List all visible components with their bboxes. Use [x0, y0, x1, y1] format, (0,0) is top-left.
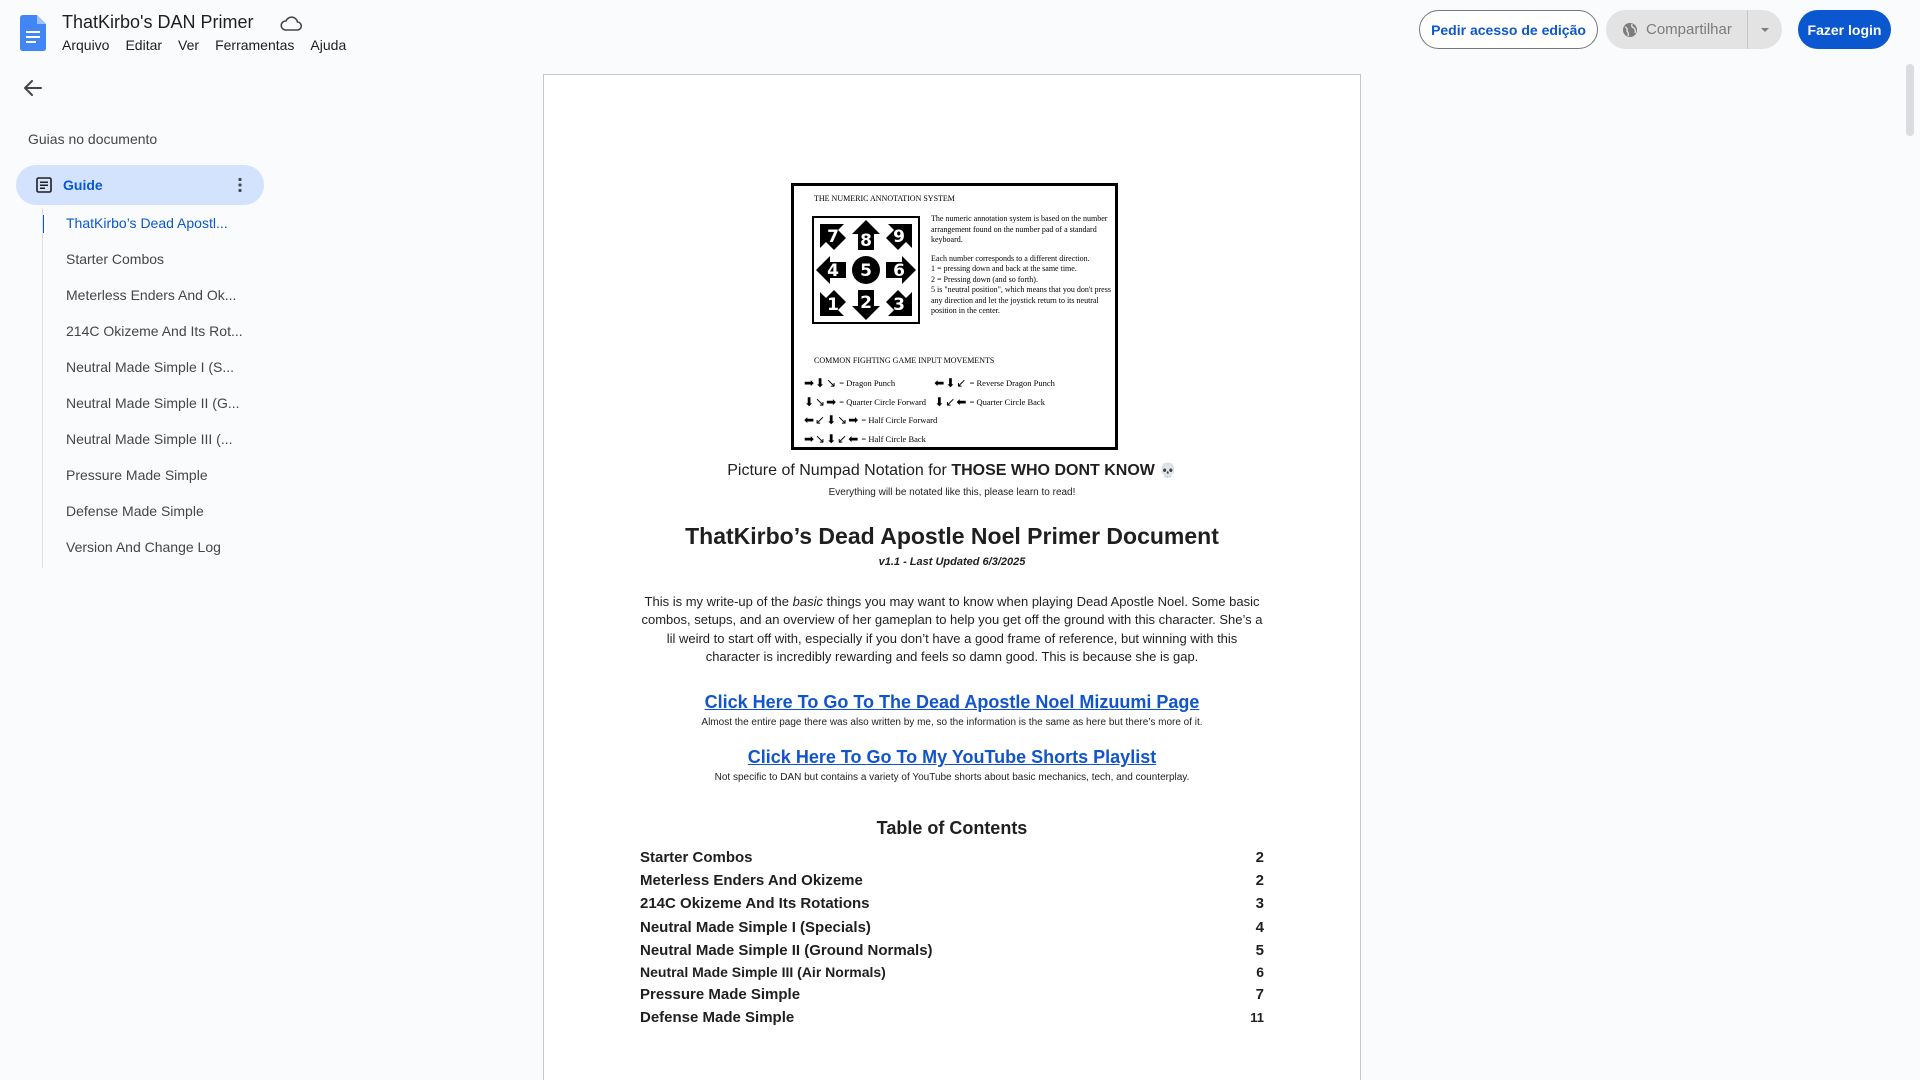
share-button[interactable] — [1606, 10, 1748, 49]
intro-paragraph — [640, 593, 1264, 667]
numpad-diagram — [814, 218, 918, 322]
input-moves — [804, 374, 1114, 448]
caption-bold: THOSE WHO DONT KNOW — [951, 462, 1155, 479]
numpad-digit: 3 — [893, 295, 905, 315]
image-header: THE NUMERIC ANNOTATION SYSTEM — [814, 194, 955, 203]
toc-label: Pressure Made Simple — [640, 986, 801, 1004]
image-explanation — [931, 214, 1111, 317]
caret-down-icon — [1760, 27, 1770, 33]
toc-label: 214C Okizeme And Its Rotations — [640, 895, 870, 913]
toc-row[interactable] — [640, 892, 1264, 915]
google-docs-icon[interactable] — [20, 15, 46, 51]
menu-ver[interactable]: Ver — [178, 37, 200, 53]
toc-row[interactable] — [640, 939, 1264, 962]
menu-ajuda[interactable]: Ajuda — [310, 37, 347, 53]
image-subcaption: Everything will be notated like this, please learn to read! — [828, 487, 1076, 498]
outline-item[interactable]: Version And Change Log — [66, 539, 221, 555]
globe-icon — [1622, 22, 1638, 38]
skull-emoji: 💀 — [1159, 463, 1177, 479]
version-line: v1.1 - Last Updated 6/3/2025 — [878, 556, 1026, 568]
image-para: 2 = Pressing down (and so forth). — [931, 274, 1038, 284]
outline-item[interactable]: Neutral Made Simple II (G... — [66, 395, 240, 411]
vertical-scrollbar[interactable] — [1906, 64, 1914, 136]
share-dropdown[interactable] — [1748, 10, 1782, 49]
intro-text: things you may want to know when playing Dead Apostle Noel. Some basic combos, setups, and an overview of her gameplan to help you get off the ground with this character. She’s a lil weird to start off with, especially if you don’t have a good frame of reference, but winning with this character is incredibly rewarding and feels so damn good. This is because she is gap. — [641, 594, 1263, 665]
menu-ferramentas[interactable]: Ferramentas — [215, 37, 295, 53]
hcf-arrows: ⬅↙⬇↘➡ — [804, 413, 860, 428]
intro-emphasis: basic — [792, 594, 823, 609]
document-heading: ThatKirbo’s Dead Apostle Noel Primer Document — [685, 523, 1219, 549]
share-button-group — [1606, 10, 1782, 49]
table-of-contents — [640, 846, 1264, 1029]
intro-text: This is my write-up of the — [644, 594, 793, 609]
outline-item[interactable]: Neutral Made Simple III (... — [66, 431, 233, 447]
outline-item[interactable]: Pressure Made Simple — [66, 467, 208, 483]
outline-item[interactable]: ThatKirbo’s Dead Apostl... — [43, 208, 271, 244]
dp-arrows: ➡⬇↘ — [804, 376, 838, 391]
toc-page: 2 — [1255, 872, 1264, 890]
youtube-link[interactable]: Click Here To Go To My YouTube Shorts Playlist — [747, 747, 1157, 767]
toc-label: Neutral Made Simple I (Specials) — [640, 918, 871, 936]
numpad-digit: 1 — [827, 295, 839, 315]
numpad-digit: 9 — [893, 227, 905, 247]
outline-item[interactable]: Neutral Made Simple I (S... — [66, 359, 235, 375]
toc-label: Meterless Enders And Okizeme — [640, 872, 863, 890]
qcb-arrows: ⬇↙⬅ — [934, 394, 968, 409]
share-label: Compartilhar — [1646, 21, 1732, 38]
outline-item[interactable]: Starter Combos — [66, 251, 165, 267]
numpad-digit: 7 — [827, 227, 839, 247]
moves-header: COMMON FIGHTING GAME INPUT MOVEMENTS — [814, 356, 995, 365]
toc-row[interactable] — [640, 869, 1264, 892]
image-para: The numeric annotation system is based on the number arrangement found on the number pad of a standard keyboard. — [931, 214, 1108, 244]
document-outline — [42, 208, 272, 568]
toc-page: 5 — [1255, 941, 1264, 959]
toc-label: Neutral Made Simple III (Air Normals) — [640, 964, 886, 981]
menu-editar[interactable]: Editar — [125, 37, 163, 53]
mizuumi-link-note: Almost the entire page there was also written by me, so the information is the same as here but there’s more of it. — [701, 717, 1203, 728]
toc-label: Defense Made Simple — [640, 1009, 795, 1027]
numpad-digit: 8 — [860, 231, 872, 251]
menu-bar — [54, 37, 354, 53]
rdp-arrows: ⬅⬇↙ — [934, 376, 968, 391]
image-para: 5 is "neutral position", which means that you don't press any direction and let the joystick return to its neutral position in the center. — [931, 285, 1111, 315]
outline-item[interactable]: Defense Made Simple — [66, 503, 204, 519]
toc-row[interactable] — [640, 983, 1264, 1006]
outline-item[interactable]: Meterless Enders And Ok... — [66, 287, 237, 303]
numpad-digit: 6 — [893, 261, 905, 281]
numpad-grid — [812, 216, 920, 324]
document-page[interactable] — [543, 74, 1361, 1080]
image-para: 1 = pressing down and back at the same time. — [931, 264, 1077, 273]
top-bar — [0, 0, 1920, 64]
numpad-digit: 5 — [860, 261, 872, 281]
caption-text: Picture of Numpad Notation for — [727, 462, 952, 479]
cloud-saved-icon[interactable] — [280, 15, 302, 33]
toc-row[interactable] — [640, 916, 1264, 939]
move-label: = Half Circle Back — [861, 433, 926, 444]
document-title[interactable]: ThatKirbo's DAN Primer — [62, 12, 254, 32]
toc-page: 6 — [1256, 964, 1264, 981]
hcb-arrows: ➡↘⬇↙⬅ — [804, 431, 860, 446]
image-caption — [544, 462, 1360, 480]
document-tab-icon — [35, 176, 53, 194]
toc-page: 11 — [1250, 1010, 1264, 1026]
move-label: = Reverse Dragon Punch — [969, 378, 1055, 389]
move-label: = Dragon Punch — [839, 378, 896, 389]
outline-heading: Guias no documento — [28, 131, 158, 147]
more-vert-icon[interactable] — [230, 175, 250, 195]
outline-item[interactable]: 214C Okizeme And Its Rot... — [66, 323, 243, 339]
move-label: = Quarter Circle Forward — [839, 396, 926, 407]
toc-row[interactable] — [640, 962, 1264, 983]
tab-guide[interactable] — [16, 165, 264, 205]
toc-title: Table of Contents — [876, 818, 1028, 838]
image-para: Each number corresponds to a different direction. — [931, 253, 1090, 263]
toc-page: 7 — [1255, 986, 1264, 1004]
qcf-arrows: ⬇↘➡ — [804, 394, 838, 409]
youtube-link-note: Not specific to DAN but contains a variety of YouTube shorts about basic mechanics, tech, and counterplay. — [714, 772, 1190, 783]
toc-row[interactable] — [640, 846, 1264, 869]
back-arrow-icon[interactable] — [22, 77, 44, 99]
tab-guide-label: Guide — [63, 177, 103, 193]
toc-page: 4 — [1255, 918, 1264, 936]
move-label: = Quarter Circle Back — [969, 396, 1045, 407]
toc-page: 2 — [1255, 849, 1264, 867]
numpad-digit: 2 — [860, 293, 872, 313]
toc-label: Starter Combos — [640, 849, 753, 867]
numpad-notation-image — [791, 183, 1118, 450]
toc-page: 3 — [1255, 895, 1264, 913]
mizuumi-link[interactable]: Click Here To Go To The Dead Apostle Noel Mizuumi Page — [704, 692, 1200, 712]
move-label: = Half Circle Forward — [861, 415, 938, 426]
request-edit-access-button[interactable]: Pedir acesso de edição — [1419, 10, 1598, 49]
login-button[interactable]: Fazer login — [1798, 10, 1891, 49]
toc-row[interactable] — [640, 1006, 1264, 1029]
menu-arquivo[interactable]: Arquivo — [62, 37, 110, 53]
numpad-digit: 4 — [827, 261, 839, 281]
toc-label: Neutral Made Simple II (Ground Normals) — [640, 941, 933, 959]
